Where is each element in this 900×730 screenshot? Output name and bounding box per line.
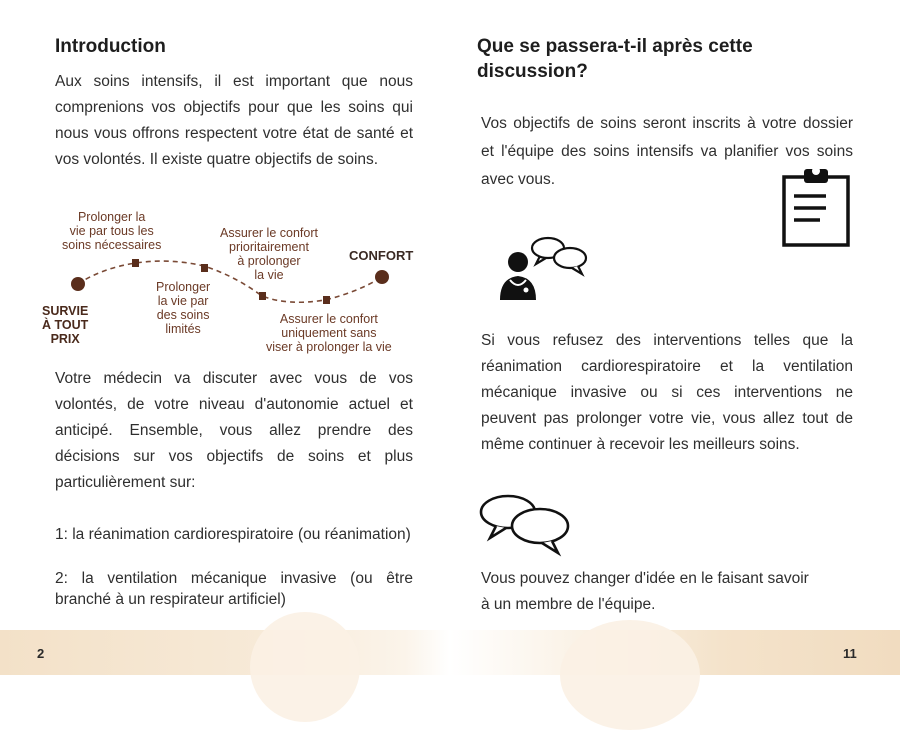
goal-3-marker <box>259 292 266 300</box>
start-label: SURVIE À TOUT PRIX <box>42 304 89 346</box>
left-page <box>0 0 450 675</box>
goal-4-label: Assurer le confort uniquement sans viser à prolonger la vie <box>266 312 392 354</box>
end-dot <box>375 270 389 284</box>
clipboard-icon <box>782 163 852 249</box>
discussion-paragraph: Votre médecin va discuter avec vous de vos volontés, de votre niveau d'autonomie actuel et anticipé. Ensemble, vous allez prendre des décisions sur vos objectifs de soins et plus particulièrement sur: <box>55 370 413 491</box>
paragraph-change-mind: Vous pouvez changer d'idée en le faisant savoir à un membre de l'équipe. <box>481 570 809 613</box>
end-label: CONFORT <box>349 248 414 263</box>
goal-4-marker <box>323 296 330 304</box>
doctor-chat-icon <box>496 232 592 304</box>
paragraph-refuse-interventions: Si vous refusez des interventions telles que la réanimation cardiorespiratoire et la ventilation mécanique invasive ou si ces interventions ne peuvent pas prolonger votre vie, vous allez tout de même continuer à recevoir les meilleurs soins. <box>481 332 853 453</box>
footer-arc-left <box>250 612 360 722</box>
intro-paragraph: Aux soins intensifs, il est important que nous comprenions vos objectifs pour que les soins qui nous vous offrons respectent votre état de santé et vos volontés. Il existe quatre objectifs de soins. <box>55 73 413 168</box>
goals-of-care-spectrum <box>40 208 430 358</box>
footer-decoration <box>0 630 900 675</box>
page-number-right: 11 <box>843 646 857 661</box>
goal-1-marker <box>132 259 139 267</box>
goal-2-label: Prolonger la vie par des soins limités <box>156 280 211 336</box>
start-dot <box>71 277 85 291</box>
goal-2-marker <box>201 264 208 272</box>
after-discussion-title: Que se passera-t-il après cette discussion? <box>477 36 753 82</box>
right-page <box>450 0 900 675</box>
paragraph-objectives-recorded: Vos objectifs de soins seront inscrits à votre dossier et l'équipe des soins intensifs va planifier vos soins avec vous. <box>481 115 853 188</box>
footer-arc-right <box>560 620 700 730</box>
goal-1-label: Prolonger la vie par tous les soins nécessaires <box>62 210 162 252</box>
page-number-left: 2 <box>37 646 45 661</box>
list-item-1: 1: la réanimation cardiorespiratoire (ou réanimation) <box>55 526 411 543</box>
goal-3-label: Assurer le confort prioritairement à prolonger la vie <box>220 226 318 282</box>
speech-bubbles-icon <box>478 492 574 558</box>
introduction-title: Introduction <box>55 36 166 57</box>
list-item-2: 2: la ventilation mécanique invasive (ou être branché à un respirateur artificiel) <box>55 570 413 608</box>
